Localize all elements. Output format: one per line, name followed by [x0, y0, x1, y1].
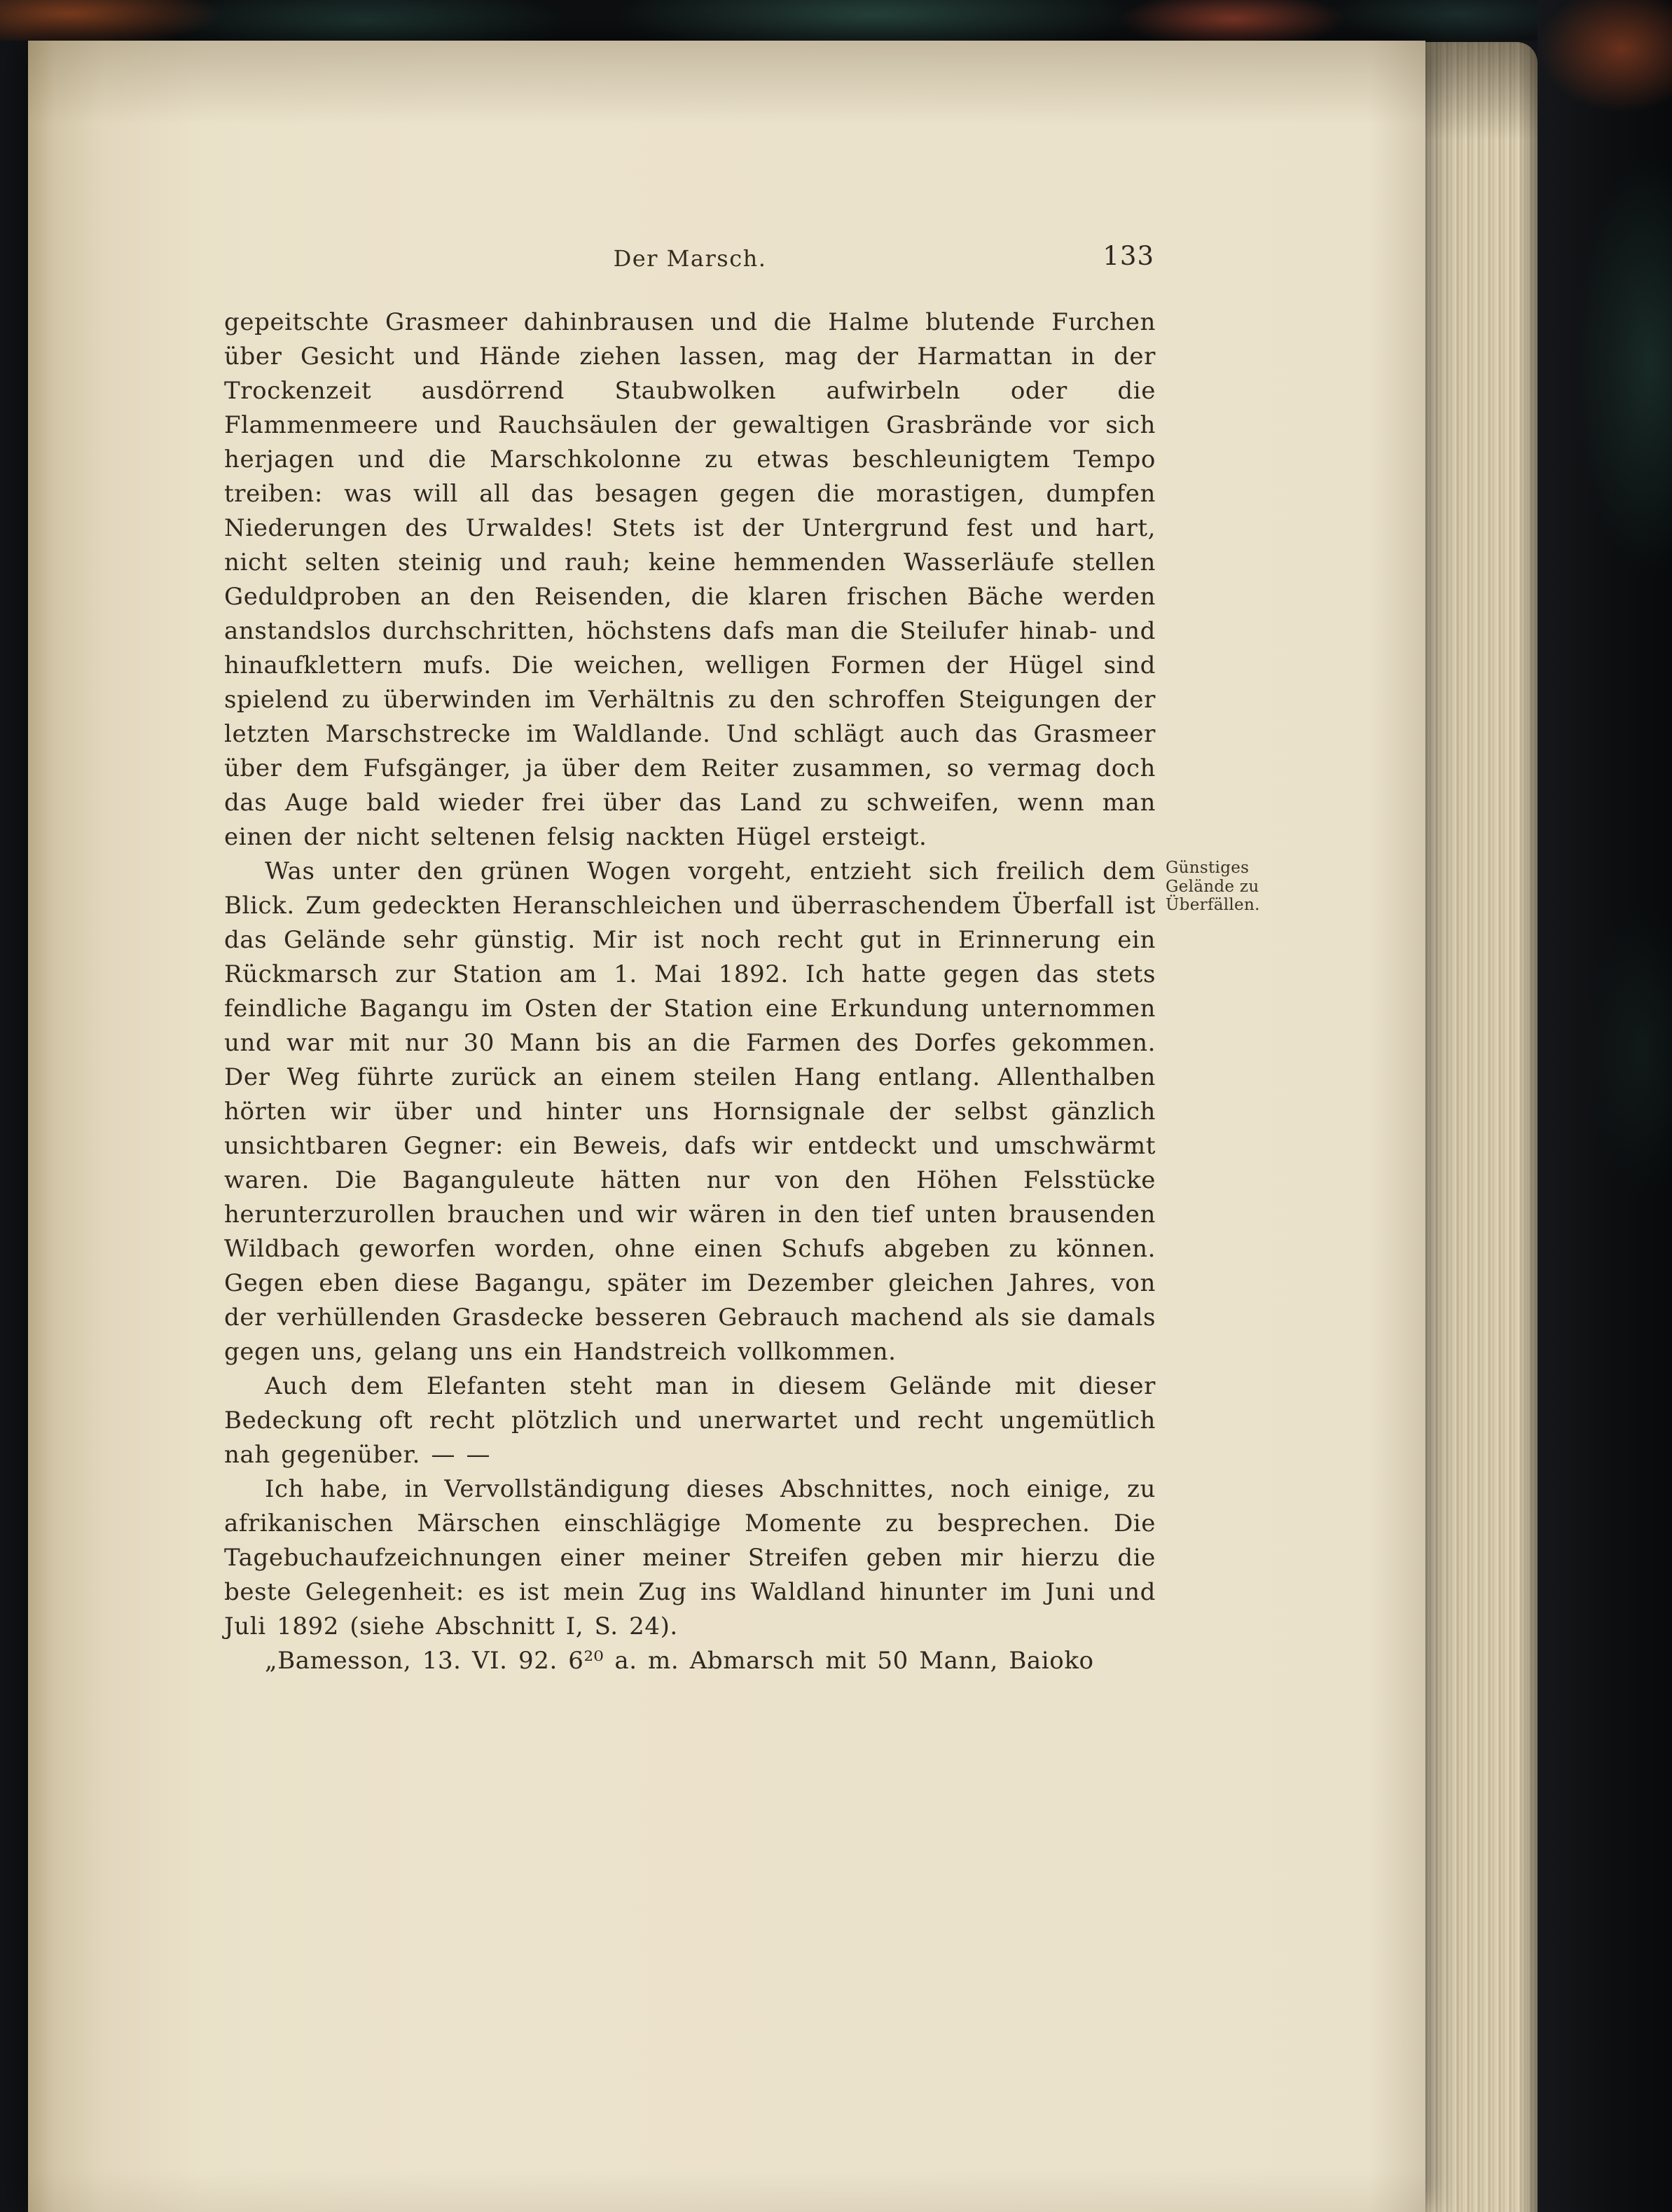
paragraph: Ich habe, in Vervollständigung dieses Abschnittes, noch einige, zu afrikanischen Märschen einschlägige Momente zu besprechen. Die Tagebuchaufzeichnungen einer meiner Streifen geben mir hierzu die beste Gelegenheit: es ist mein Zug ins Waldland hinunter im Juni und Juli 1892 (siehe Abschnitt I, S. 24).: [224, 1475, 1156, 1640]
scanned-book-page: [28, 41, 1425, 2212]
paragraph: „Bamesson, 13. VI. 92. 6²⁰ a. m. Abmarsch mit 50 Mann, Baioko: [265, 1647, 1094, 1675]
paragraph: Was unter den grünen Wogen vorgeht, entzieht sich freilich dem Blick. Zum gedeckten Heranschleichen und überraschendem Überfall ist das Gelände sehr günstig. Mir ist noch recht gut in Erinnerung ein Rückmarsch zur Station am 1. Mai 1892. Ich hatte gegen das stets feindliche Bagangu im Osten der Station eine Erkundung unternommen und war mit nur 30 Mann bis an die Farmen des Dorfes gekommen. Der Weg führte zurück an einem steilen Hang entlang. Allenthalben hörten wir über und hinter uns Hornsignale der selbst gänzlich unsichtbaren Gegner: ein Beweis, dafs wir entdeckt und umschwärmt waren. Die Baganguleute hätten nur von den Höhen Felsstücke herunterzurollen brauchen und wir wären in den tief unten brausenden Wildbach geworfen worden, ohne einen Schufs abgeben zu können. Gegen eben diese Bagangu, später im Dezember gleichen Jahres, von der verhüllenden Grasdecke besseren Gebrauch machend als sie damals gegen uns, gelang uns ein Handstreich vollkommen.: [224, 857, 1156, 1366]
page-edge-stack: [1422, 42, 1538, 2212]
book-cover-right-edge: [1538, 0, 1672, 2212]
margin-note: [1166, 859, 1292, 915]
margin-note-line: Günstiges: [1166, 859, 1250, 877]
margin-note-line: Gelände zu: [1166, 877, 1259, 896]
text-area: [224, 241, 1260, 1678]
margin-note-line: Überfällen.: [1166, 896, 1260, 914]
paragraph-with-margin-note: [224, 855, 1260, 1369]
page-header: [224, 241, 1156, 277]
running-title: Der Marsch.: [613, 245, 767, 272]
paragraph: gepeitschte Grasmeer dahinbrausen und die Halme blutende Furchen über Gesicht und Hände ziehen lassen, mag der Harmattan in der Trockenzeit ausdörrend Staubwolken aufwirbeln oder die Flammenmeere und Rauchsäulen der gewaltigen Grasbrände vor sich herjagen und die Marschkolonne zu etwas beschleunigtem Tempo treiben: was will all das besagen gegen die morastigen, dumpfen Niederungen des Urwaldes! Stets ist der Untergrund fest und hart, nicht selten steinig und rauh; keine hemmenden Wasserläufe stellen Geduldproben an den Reisenden, die klaren frischen Bäche werden anstandslos durchschritten, höchstens dafs man die Steilufer hinab- und hinaufklettern mufs. Die weichen, welligen Formen der Hügel sind spielend zu überwinden im Verhältnis zu den schroffen Steigungen der letzten Marschstrecke im Waldlande. Und schlägt auch das Grasmeer über dem Fufsgänger, ja über dem Reiter zusammen, so vermag doch das Auge bald wieder frei über das Land zu schweifen, wenn man einen der nicht seltenen felsig nackten Hügel ersteigt.: [224, 308, 1156, 851]
book-cover-top-edge: [0, 0, 1672, 41]
page-number: 133: [1103, 241, 1154, 271]
paragraph: Auch dem Elefanten steht man in diesem Gelände mit dieser Bedeckung oft recht plötzlich und unerwartet und recht ungemütlich nah gegenüber. — —: [224, 1372, 1156, 1469]
body-text: [224, 305, 1260, 1678]
